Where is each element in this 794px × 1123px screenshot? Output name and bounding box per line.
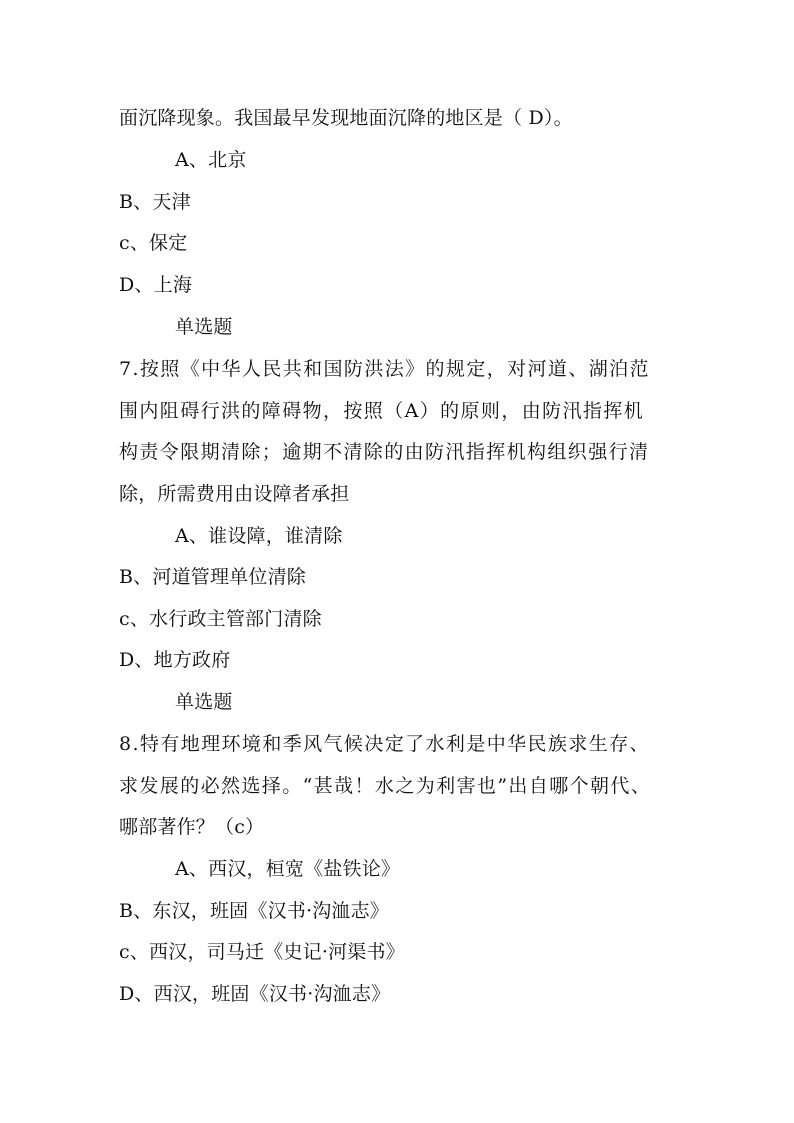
- q6-option-b: B、天津: [119, 191, 191, 213]
- q7-stem-line-3: 构责令限期清除；逾期不清除的由防汛指挥机构组织强行清: [119, 441, 650, 463]
- q8-option-c: c、西汉，司马迁《史记·河渠书》: [119, 941, 405, 963]
- q6-stem-continued: 面沉降现象。我国最早发现地面沉降的地区是（ D）。: [119, 107, 573, 129]
- q8-option-d: D、西汉，班固《汉书·沟洫志》: [119, 983, 391, 1005]
- q7-type-label: 单选题: [175, 316, 233, 338]
- q8-type-label: 单选题: [175, 691, 233, 713]
- q8-stem-line-1: 8.特有地理环境和季风气候决定了水利是中华民族求生存、: [119, 733, 650, 755]
- q7-stem-line-4: 除，所需费用由设障者承担: [119, 483, 350, 505]
- q8-stem-line-2: 求发展的必然选择。“甚哉！水之为利害也”出自哪个朝代、: [119, 775, 652, 797]
- q6-option-c: c、保定: [119, 232, 188, 254]
- q7-option-d: D、地方政府: [119, 649, 231, 671]
- q7-stem-line-1: 7.按照《中华人民共和国防洪法》的规定，对河道、湖泊范: [119, 358, 650, 380]
- q7-option-c: c、水行政主管部门清除: [119, 608, 322, 630]
- q8-option-b: B、东汉，班固《汉书·沟洫志》: [119, 900, 390, 922]
- q7-option-a: A、谁设障，谁清除: [175, 525, 343, 547]
- q7-option-b: B、河道管理单位清除: [119, 566, 306, 588]
- q6-option-a: A、北京: [175, 149, 247, 171]
- q7-stem-line-2: 围内阻碍行洪的障碍物，按照（A）的原则，由防汛指挥机: [119, 400, 645, 422]
- q8-option-a: A、西汉，桓宽《盐铁论》: [175, 858, 401, 880]
- q6-option-d: D、上海: [119, 274, 193, 296]
- q8-stem-line-3: 哪部著作？（c）: [119, 816, 265, 838]
